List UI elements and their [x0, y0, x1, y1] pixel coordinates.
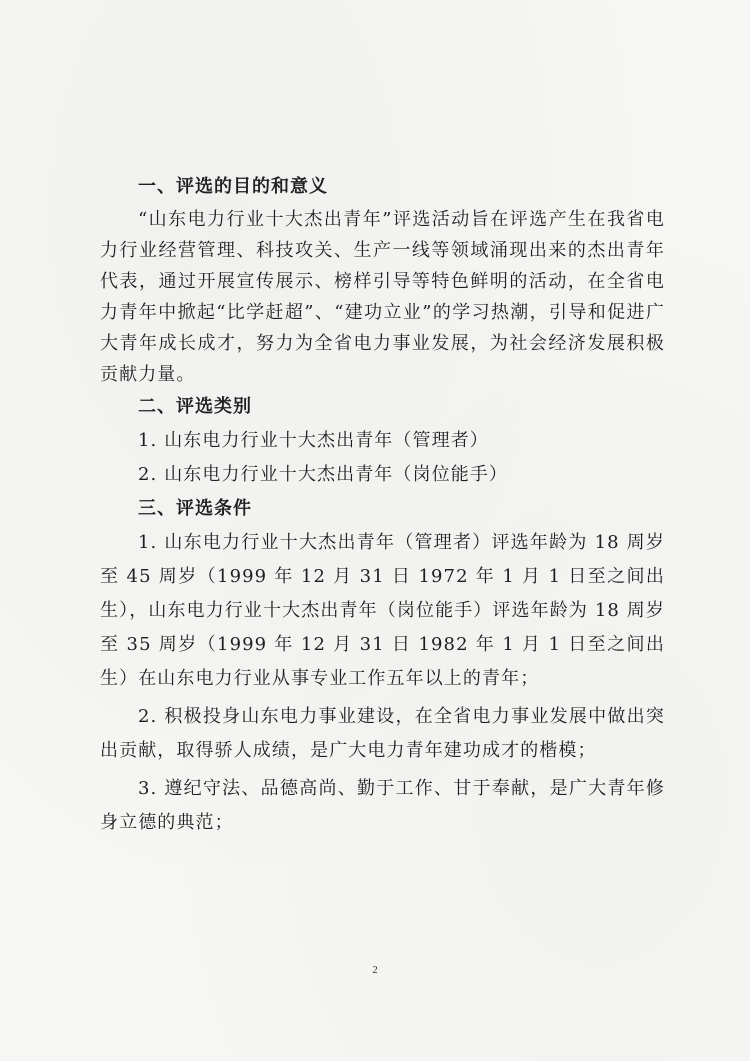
condition-item-contribution: 2. 积极投身山东电力事业建设，在全省电力事业发展中做出突出贡献，取得骄人成绩，是广大电力青年建功成才的楷模； — [100, 706, 665, 761]
document-body — [100, 170, 665, 844]
section-paragraph-purpose: “山东电力行业十大杰出青年”评选活动旨在评选产生在我省电力行业经营管理、科技攻关、生产一线等领域涌现出来的杰出青年代表，通过开展宣传展示、榜样引导等特色鲜明的活动，在全省电力青年中掀起“比学赶超”、“建功立业”的学习热潮，引导和促进广大青年成长成才，努力为全省电力事业发展，为社会经济发展积极贡献力量。 — [100, 209, 665, 385]
category-item-manager: 1. 山东电力行业十大杰出青年（管理者） — [138, 430, 489, 451]
condition-item-age: 1. 山东电力行业十大杰出青年（管理者）评选年龄为 18 周岁至 45 周岁（1999 年 12 月 31 日 1972 年 1 月 1 日至之间出生），山东电力行业十大杰出青年（岗位能手）评选年龄为 18 周岁至 35 周岁（1999 年 12 月 31 日 1982 年 1 月 1 日至之间出生）在山东电力行业从事专业工作五年以上的青年； — [100, 532, 665, 689]
page-number: 2 — [372, 964, 378, 976]
section-heading-categories: 二、评选类别 — [138, 396, 252, 417]
section-heading-purpose: 一、评选的目的和意义 — [138, 176, 328, 197]
condition-item-conduct: 3. 遵纪守法、品德高尚、勤于工作、甘于奉献，是广大青年修身立德的典范； — [100, 778, 665, 833]
section-heading-conditions: 三、评选条件 — [138, 498, 252, 519]
category-item-technician: 2. 山东电力行业十大杰出青年（岗位能手） — [138, 464, 508, 485]
